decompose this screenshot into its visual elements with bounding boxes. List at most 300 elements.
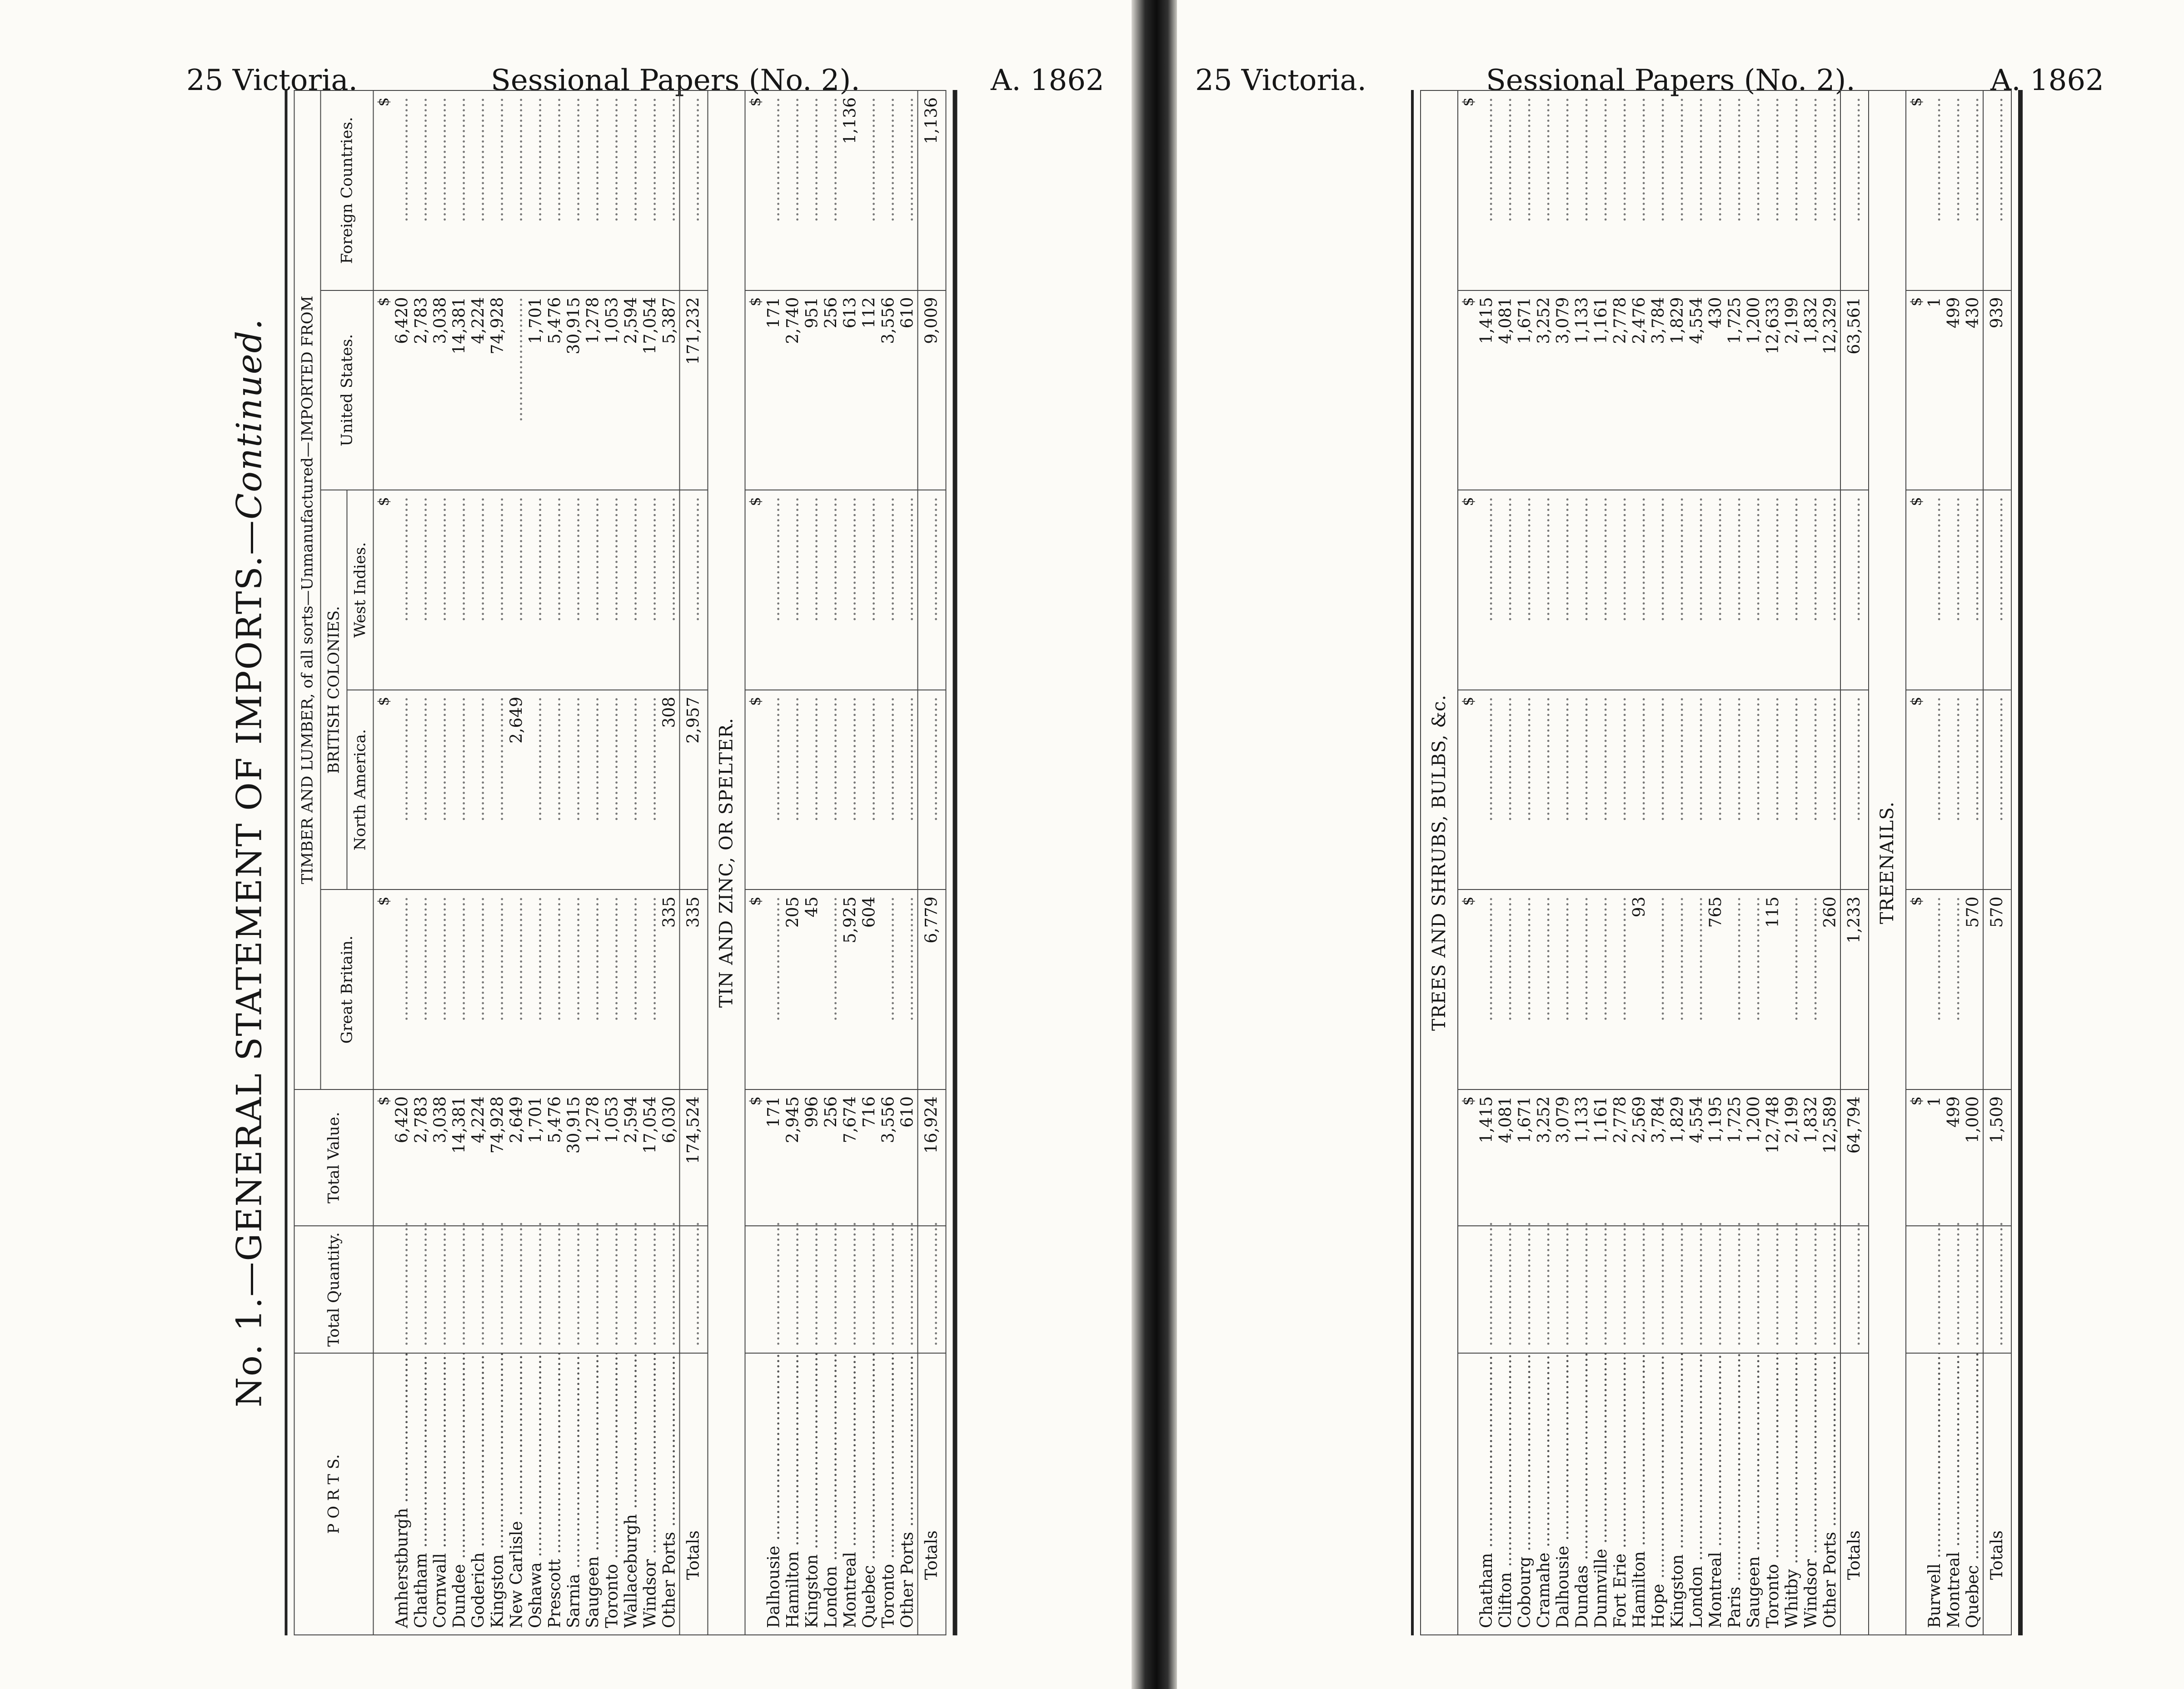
foreign-value	[412, 90, 431, 290]
table-row	[822, 90, 841, 1635]
total-quantity	[1706, 1226, 1725, 1353]
port-name: Montreal .....	[1706, 1353, 1725, 1635]
total-value: 2,569	[1630, 1089, 1649, 1226]
port-name: Hamilton .....	[1630, 1353, 1649, 1635]
totals-row	[918, 90, 946, 1635]
wi-value	[1535, 490, 1554, 690]
total-value: 6,030	[660, 1089, 680, 1226]
gb-value	[1725, 889, 1745, 1089]
na-value	[860, 690, 879, 890]
wi-value	[584, 490, 603, 690]
us-value: 5,476	[546, 290, 565, 490]
na-value	[450, 690, 469, 890]
wi-value	[1802, 490, 1821, 690]
wi-value	[1783, 490, 1802, 690]
gb-value	[1649, 889, 1668, 1089]
wi-value	[1668, 490, 1687, 690]
gb-value	[1592, 889, 1611, 1089]
currency-row	[374, 90, 393, 1635]
totals-label: Totals	[680, 1353, 708, 1635]
currency-symbol: $	[374, 690, 393, 890]
foreign-value	[784, 90, 803, 290]
port-name: Cornwall .....	[431, 1353, 450, 1635]
us-value: 2,594	[622, 290, 641, 490]
wi-value	[450, 490, 469, 690]
total-quantity	[603, 1226, 622, 1353]
total-value: 610	[898, 1089, 918, 1226]
total-value: 3,784	[1649, 1089, 1668, 1226]
port-name: Dundas .....	[1573, 1353, 1592, 1635]
currency-symbol: $	[1906, 690, 1925, 890]
wi-value	[1649, 490, 1668, 690]
us-value: 2,199	[1783, 290, 1802, 490]
us-value: 2,778	[1611, 290, 1630, 490]
imports-table	[294, 90, 947, 1635]
us-value: 1,415	[1477, 290, 1496, 490]
foreign-value	[1516, 90, 1535, 290]
table-row	[1649, 90, 1668, 1635]
wi-value	[1821, 490, 1840, 690]
us-value: 1,278	[584, 290, 603, 490]
us-value: 30,915	[565, 290, 584, 490]
wi-value	[765, 490, 784, 690]
wi-value	[641, 490, 660, 690]
us-value: 3,784	[1649, 290, 1668, 490]
table-row	[803, 90, 822, 1635]
na-value	[603, 690, 622, 890]
total-value: 1,195	[1706, 1089, 1725, 1226]
total-value: 30,915	[565, 1089, 584, 1226]
total-quantity	[1554, 1226, 1573, 1353]
foreign-total	[1840, 90, 1869, 290]
total-quantity	[1668, 1226, 1687, 1353]
currency-symbol: $	[745, 490, 765, 690]
wi-total	[1840, 490, 1869, 690]
wi-value	[431, 490, 450, 690]
currency-symbol: $	[1458, 690, 1477, 890]
port-name: Other Ports .....	[1821, 1353, 1840, 1635]
wi-total	[918, 490, 946, 690]
port-name: Saugeen .....	[584, 1353, 603, 1635]
us-total: 63,561	[1840, 290, 1869, 490]
table-row	[1573, 90, 1592, 1635]
port-name: Amherstburgh .....	[393, 1353, 412, 1635]
wi-value	[1630, 490, 1649, 690]
na-value	[765, 690, 784, 890]
table-row	[1668, 90, 1687, 1635]
currency-symbol: $	[1906, 90, 1925, 290]
papers-title: Sessional Papers (No. 2).	[1486, 64, 1855, 97]
na-value: 2,649	[508, 690, 527, 890]
total-quantity	[546, 1226, 565, 1353]
treenails-rows	[1906, 90, 2011, 1635]
wi-value	[784, 490, 803, 690]
table-row	[898, 90, 918, 1635]
table-row	[1964, 90, 1983, 1635]
na-value	[489, 690, 508, 890]
currency-symbol: $	[374, 490, 393, 690]
total-value: 1,832	[1802, 1089, 1821, 1226]
session-label: 25 Victoria.	[186, 64, 358, 97]
gb-value: 5,925	[841, 889, 860, 1089]
us-value: 1,829	[1668, 290, 1687, 490]
foreign-value	[1535, 90, 1554, 290]
port-name: New Carlisle .....	[508, 1353, 527, 1635]
foreign-value	[489, 90, 508, 290]
foreign-value	[1611, 90, 1630, 290]
total-value: 1,415	[1477, 1089, 1496, 1226]
table-row	[431, 90, 450, 1635]
currency-symbol: $	[1458, 889, 1477, 1089]
currency-symbol: $	[374, 90, 393, 290]
foreign-total	[680, 90, 708, 290]
gb-value	[412, 889, 431, 1089]
foreign-value	[565, 90, 584, 290]
wi-value	[1925, 490, 1945, 690]
na-value	[1945, 690, 1964, 890]
wi-value	[1592, 490, 1611, 690]
foreign-value	[860, 90, 879, 290]
total-quantity	[412, 1226, 431, 1353]
total-quantity	[1783, 1226, 1802, 1353]
table-row	[784, 90, 803, 1635]
gb-value: 115	[1764, 889, 1783, 1089]
currency-symbol: $	[1458, 1089, 1477, 1226]
foreign-value	[1706, 90, 1725, 290]
us-value: 499	[1945, 290, 1964, 490]
port-name: Windsor .....	[641, 1353, 660, 1635]
totals-label: Totals	[918, 1353, 946, 1635]
foreign-value	[1687, 90, 1706, 290]
na-value	[431, 690, 450, 890]
total-value: 3,079	[1554, 1089, 1573, 1226]
gb-value	[603, 889, 622, 1089]
total-value: 12,748	[1764, 1089, 1783, 1226]
us-value: 3,079	[1554, 290, 1573, 490]
gb-value	[393, 889, 412, 1089]
foreign-value	[603, 90, 622, 290]
gb-value	[431, 889, 450, 1089]
trees-caption: TREES AND SHRUBS, BULBS, &c.	[1421, 90, 1458, 1635]
na-value	[622, 690, 641, 890]
total-value: 12,589	[1821, 1089, 1840, 1226]
gb-value	[1802, 889, 1821, 1089]
total-value: 1,829	[1668, 1089, 1687, 1226]
na-value	[1706, 690, 1725, 890]
na-value: 308	[660, 690, 680, 890]
totals-row	[1840, 90, 1869, 1635]
table-row	[469, 90, 489, 1635]
currency-symbol	[745, 1353, 765, 1635]
total-value: 16,924	[918, 1089, 946, 1226]
british-colonies-header: BRITISH COLONIES.	[321, 490, 347, 889]
na-value	[1783, 690, 1802, 890]
gb-value	[565, 889, 584, 1089]
port-name: London .....	[1687, 1353, 1706, 1635]
total-value: 171	[765, 1089, 784, 1226]
foreign-value	[1649, 90, 1668, 290]
us-value: 430	[1964, 290, 1983, 490]
currency-symbol: $	[745, 1089, 765, 1226]
united-states-header: United States.	[321, 290, 374, 490]
wi-value	[860, 490, 879, 690]
book-gutter	[1132, 0, 1177, 1689]
total-quantity	[1516, 1226, 1535, 1353]
us-value: 6,420	[393, 290, 412, 490]
port-name: Sarnia .....	[565, 1353, 584, 1635]
us-value: 171	[765, 290, 784, 490]
total-quantity	[1745, 1226, 1764, 1353]
na-value	[1649, 690, 1668, 890]
gb-value	[450, 889, 469, 1089]
total-value: 2,778	[1611, 1089, 1630, 1226]
port-name: Other Ports .....	[898, 1353, 918, 1635]
total-quantity	[1649, 1226, 1668, 1353]
currency-symbol: $	[745, 290, 765, 490]
total-quantity	[450, 1226, 469, 1353]
total-value: 1,161	[1592, 1089, 1611, 1226]
wi-value	[603, 490, 622, 690]
table-row	[1764, 90, 1783, 1635]
currency-row	[745, 90, 765, 1635]
foreign-total: 1,136	[918, 90, 946, 290]
gb-value	[1687, 889, 1706, 1089]
currency-symbol: $	[1906, 1089, 1925, 1226]
us-value: 4,224	[469, 290, 489, 490]
port-name: Quebec .....	[860, 1353, 879, 1635]
total-value: 2,783	[412, 1089, 431, 1226]
gb-value	[1477, 889, 1496, 1089]
gb-value	[546, 889, 565, 1089]
foreign-value	[1964, 90, 1983, 290]
table-row	[879, 90, 898, 1635]
us-value: 1,725	[1725, 290, 1745, 490]
port-name: Toronto .....	[879, 1353, 898, 1635]
us-value: 1,053	[603, 290, 622, 490]
total-value: 2,945	[784, 1089, 803, 1226]
total-value: 1	[1925, 1089, 1945, 1226]
totals-row	[1983, 90, 2011, 1635]
port-name: Fort Erie .....	[1611, 1353, 1630, 1635]
gb-value	[765, 889, 784, 1089]
total-quantity	[1725, 1226, 1745, 1353]
year-label: A. 1862	[991, 64, 1104, 97]
na-value	[412, 690, 431, 890]
total-value: 1,671	[1516, 1089, 1535, 1226]
total-quantity	[1611, 1226, 1630, 1353]
foreign-value	[431, 90, 450, 290]
total-quantity	[1764, 1226, 1783, 1353]
statement-title: No. 1.—GENERAL STATEMENT OF IMPORTS.—Continued.	[229, 318, 269, 1408]
foreign-value	[1945, 90, 1964, 290]
total-quantity	[1964, 1226, 1983, 1353]
us-value: 12,329	[1821, 290, 1840, 490]
table-row	[1821, 90, 1840, 1635]
totals-label: Totals	[1983, 1353, 2011, 1635]
na-value	[1554, 690, 1573, 890]
wi-value	[1516, 490, 1535, 690]
port-name: Dunnville .....	[1592, 1353, 1611, 1635]
total-quantity	[822, 1226, 841, 1353]
total-quantity	[1983, 1226, 2011, 1353]
currency-symbol: $	[1906, 889, 1925, 1089]
total-value: 14,381	[450, 1089, 469, 1226]
gb-value	[1554, 889, 1573, 1089]
total-quantity	[584, 1226, 603, 1353]
treenails-caption: TREENAILS.	[1869, 90, 1906, 1635]
total-value: 996	[803, 1089, 822, 1226]
gb-value	[584, 889, 603, 1089]
gb-value	[879, 889, 898, 1089]
great-britain-header: Great Britain.	[321, 889, 374, 1089]
total-value: 2,594	[622, 1089, 641, 1226]
table-row	[1802, 90, 1821, 1635]
port-name: Kingston .....	[803, 1353, 822, 1635]
gb-value	[489, 889, 508, 1089]
port-name: Montreal .....	[841, 1353, 860, 1635]
foreign-value: 1,136	[841, 90, 860, 290]
currency-symbol: $	[745, 889, 765, 1089]
total-quantity	[469, 1226, 489, 1353]
foreign-value	[898, 90, 918, 290]
wi-value	[1573, 490, 1592, 690]
foreign-value	[660, 90, 680, 290]
left-rotated-content	[229, 90, 957, 1635]
wi-value	[660, 490, 680, 690]
timber-rows	[374, 90, 708, 1635]
us-value: 951	[803, 290, 822, 490]
us-total: 939	[1983, 290, 2011, 490]
wi-value	[393, 490, 412, 690]
gb-value: 335	[660, 889, 680, 1089]
na-total: 2,957	[680, 690, 708, 890]
na-value	[1764, 690, 1783, 890]
foreign-value	[1764, 90, 1783, 290]
port-name: Other Ports .....	[660, 1353, 680, 1635]
gb-value: 604	[860, 889, 879, 1089]
us-value: 1,671	[1516, 290, 1535, 490]
na-total	[918, 690, 946, 890]
us-value: 112	[860, 290, 879, 490]
foreign-value	[1925, 90, 1945, 290]
table-row	[1535, 90, 1554, 1635]
total-quantity	[918, 1226, 946, 1353]
foreign-value	[1783, 90, 1802, 290]
total-quantity	[1687, 1226, 1706, 1353]
currency-symbol: $	[745, 690, 765, 890]
na-value	[1573, 690, 1592, 890]
gb-total: 335	[680, 889, 708, 1089]
total-quantity	[660, 1226, 680, 1353]
na-value	[527, 690, 546, 890]
totals-label: Totals	[1840, 1353, 1869, 1635]
na-value	[1496, 690, 1516, 890]
na-value	[584, 690, 603, 890]
currency-row	[1906, 90, 1925, 1635]
na-total	[1983, 690, 2011, 890]
gb-value	[1573, 889, 1592, 1089]
foreign-value	[765, 90, 784, 290]
total-quantity	[898, 1226, 918, 1353]
gb-value	[1745, 889, 1764, 1089]
total-value: 174,524	[680, 1089, 708, 1226]
foreign-value	[584, 90, 603, 290]
na-value	[1802, 690, 1821, 890]
wi-value	[489, 490, 508, 690]
port-name: Dalhousie .....	[765, 1353, 784, 1635]
gb-value	[622, 889, 641, 1089]
gb-value: 45	[803, 889, 822, 1089]
table-row	[508, 90, 527, 1635]
foreign-value	[803, 90, 822, 290]
foreign-value	[527, 90, 546, 290]
na-value	[841, 690, 860, 890]
west-indies-header: West Indies.	[347, 490, 374, 690]
table-row	[1496, 90, 1516, 1635]
na-value	[1821, 690, 1840, 890]
wi-value	[622, 490, 641, 690]
gb-value	[1611, 889, 1630, 1089]
port-name: Cramahe .....	[1535, 1353, 1554, 1635]
total-value: 4,224	[469, 1089, 489, 1226]
session-label: 25 Victoria.	[1195, 64, 1366, 97]
wi-value	[1945, 490, 1964, 690]
total-value: 7,674	[841, 1089, 860, 1226]
total-value: 6,420	[393, 1089, 412, 1226]
total-quantity	[622, 1226, 641, 1353]
na-value	[1611, 690, 1630, 890]
total-value: 3,252	[1535, 1089, 1554, 1226]
wi-value	[508, 490, 527, 690]
table-row	[765, 90, 784, 1635]
na-value	[565, 690, 584, 890]
gb-value	[1668, 889, 1687, 1089]
na-value	[1535, 690, 1554, 890]
foreign-value	[1668, 90, 1687, 290]
port-name: Kingston .....	[489, 1353, 508, 1635]
table-row	[1554, 90, 1573, 1635]
gb-value	[1925, 889, 1945, 1089]
wi-value	[412, 490, 431, 690]
foreign-header: Foreign Countries.	[321, 90, 374, 290]
total-quantity	[1945, 1226, 1964, 1353]
wi-value	[1964, 490, 1983, 690]
foreign-value	[1554, 90, 1573, 290]
timber-caption: TIMBER AND LUMBER, of all sorts—Unmanufactured—IMPORTED FROM	[294, 90, 321, 1089]
us-value: 1,701	[527, 290, 546, 490]
wi-value	[469, 490, 489, 690]
us-value: 3,038	[431, 290, 450, 490]
foreign-value	[1496, 90, 1516, 290]
table-row	[565, 90, 584, 1635]
total-quantity	[1925, 1226, 1945, 1353]
total-quantity	[565, 1226, 584, 1353]
port-name: Hope .....	[1649, 1353, 1668, 1635]
total-quantity	[1821, 1226, 1840, 1353]
gb-value	[822, 889, 841, 1089]
us-value: 1	[1925, 290, 1945, 490]
na-value	[1745, 690, 1764, 890]
wi-value	[822, 490, 841, 690]
wi-value	[1477, 490, 1496, 690]
us-total: 171,232	[680, 290, 708, 490]
foreign-value	[1477, 90, 1496, 290]
wi-total	[1983, 490, 2011, 690]
currency-symbol: $	[1906, 290, 1925, 490]
total-quantity	[1573, 1226, 1592, 1353]
wi-value	[1725, 490, 1745, 690]
port-name: Dalhousie .....	[1554, 1353, 1573, 1635]
